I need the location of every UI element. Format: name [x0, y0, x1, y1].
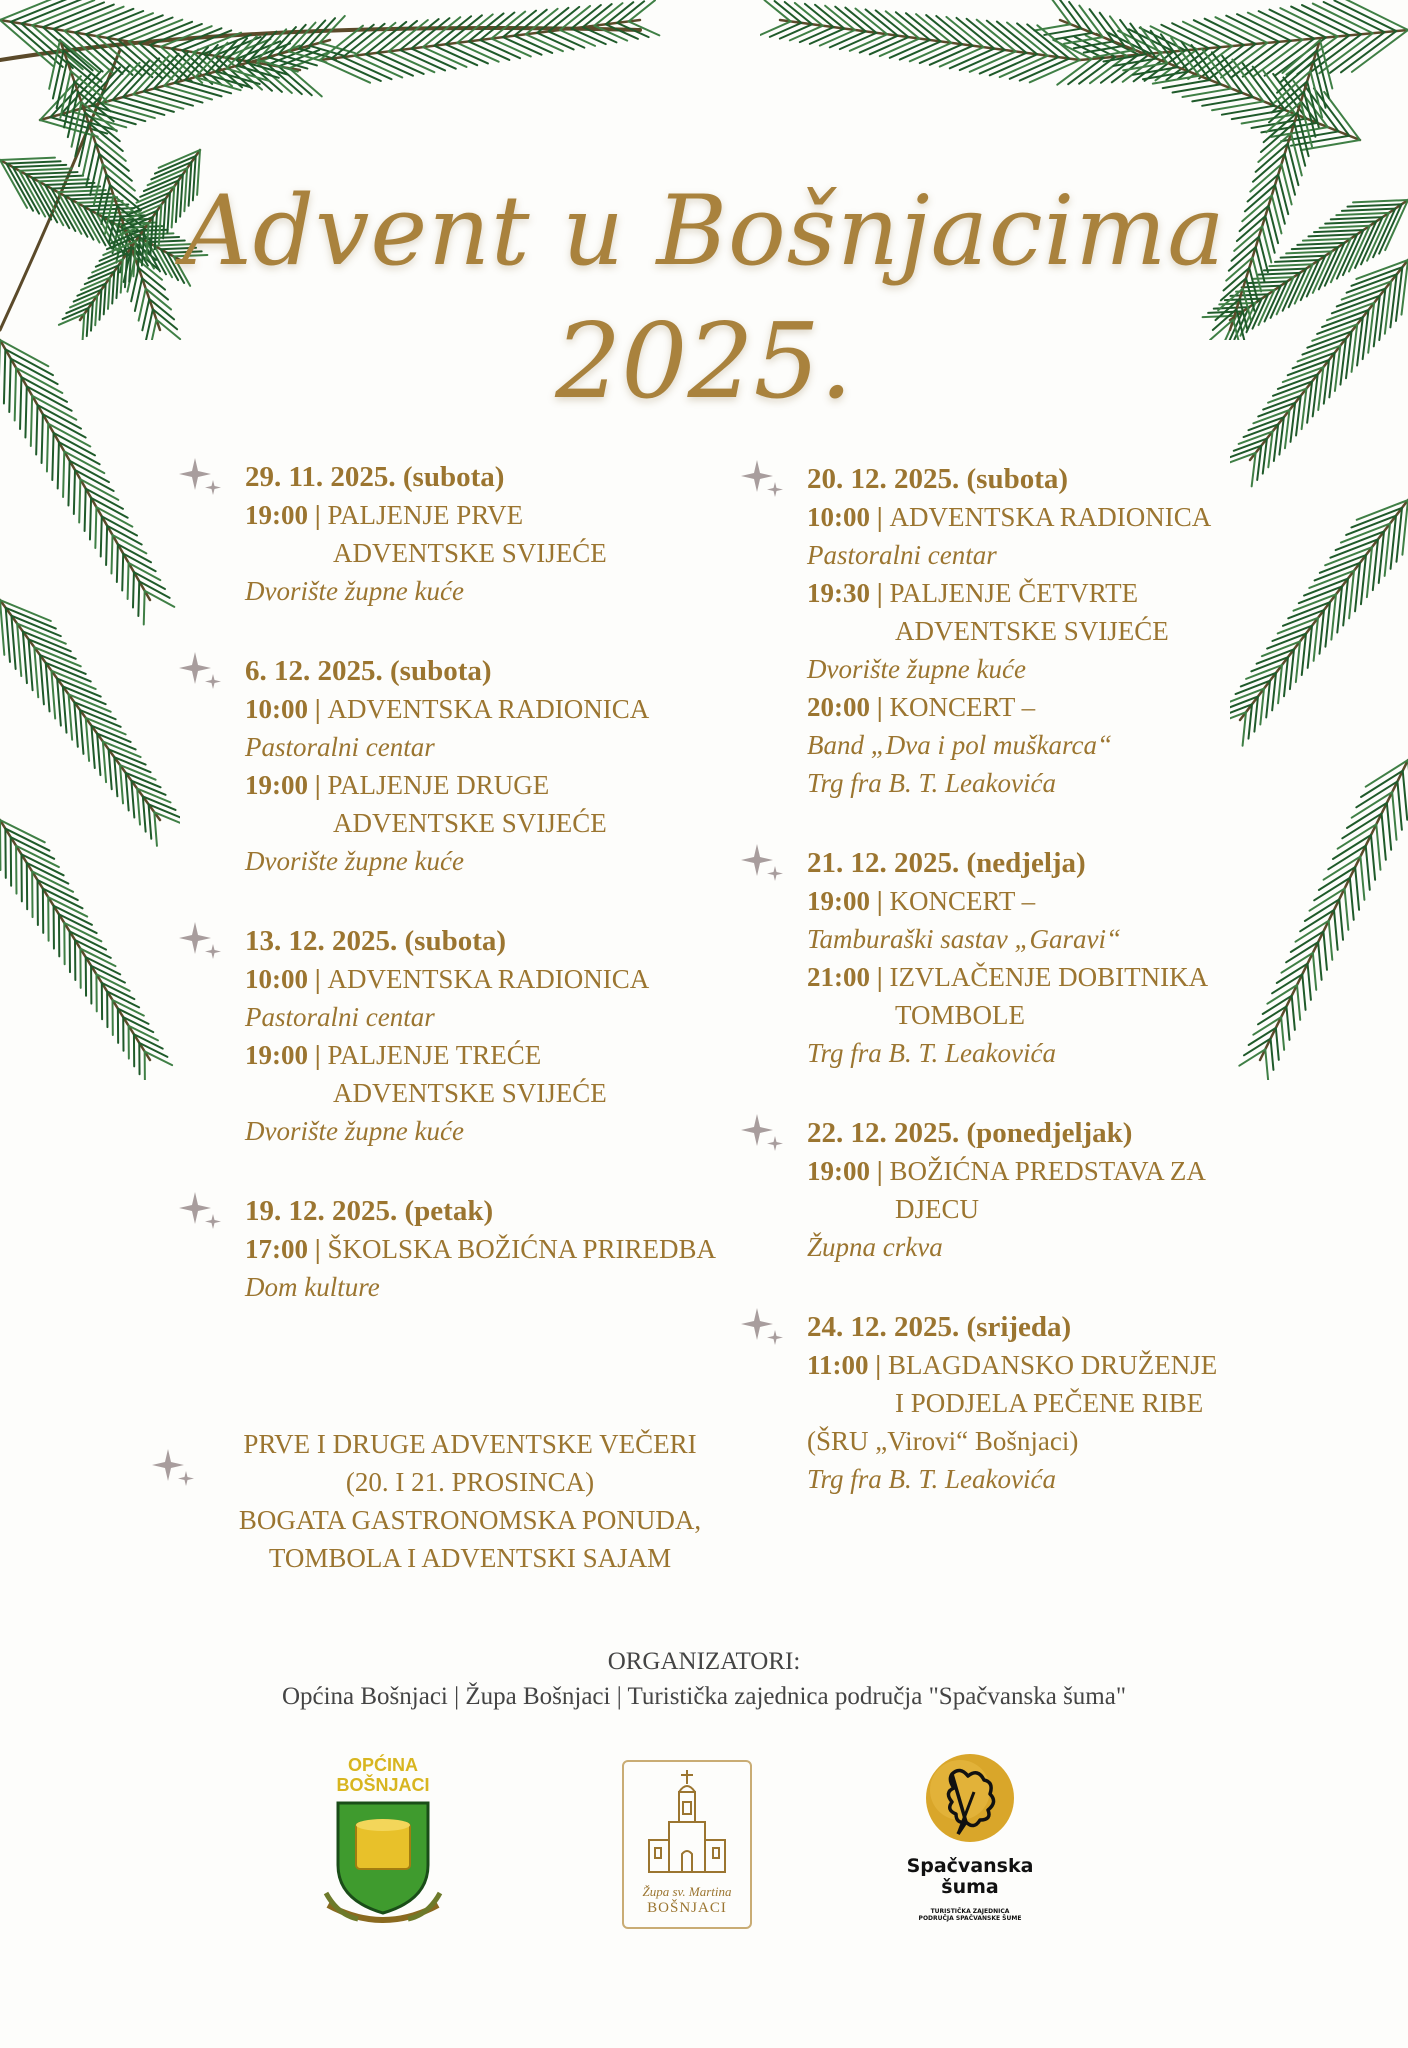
- event-title: ŠKOLSKA BOŽIĆNA PRIREDBA: [327, 1234, 717, 1264]
- event-location: Dvorište župne kuće: [245, 1116, 464, 1146]
- event-title-continued: I PODJELA PEČENE RIBE: [895, 1388, 1204, 1418]
- sparkle-icon: [177, 648, 225, 696]
- event-time: 19:00: [245, 500, 308, 530]
- event-title: PALJENJE PRVE: [327, 500, 524, 530]
- spacvanska-logo-subtext: TURISTIČKA ZAJEDNICA: [930, 1908, 1010, 1915]
- sparkle-icon: [739, 1304, 787, 1352]
- event-title: PALJENJE TREĆE: [327, 1040, 542, 1070]
- event-location: Župna crkva: [807, 1232, 943, 1262]
- time-separator: |: [870, 962, 890, 992]
- event-block: [807, 1308, 1267, 1498]
- note-line: (20. I 21. PROSINCA): [345, 1467, 595, 1497]
- event-location: Dvorište župne kuće: [807, 654, 1026, 684]
- opcina-bosnjaci-logo: [318, 1755, 448, 1935]
- event-location: Dom kulture: [245, 1272, 380, 1302]
- time-separator: |: [870, 1156, 890, 1186]
- event-date: 20. 12. 2025. (subota): [807, 463, 1069, 495]
- event-location: Trg fra B. T. Leakovića: [807, 1038, 1056, 1068]
- page-title: Advent u Bošnjacima: [182, 175, 1226, 287]
- spacvanska-logo-subtext: PODRUČJA SPAČVANSKE ŠUME: [918, 1915, 1022, 1922]
- event-title: PALJENJE ČETVRTE: [889, 578, 1139, 608]
- event-location: Pastoralni centar: [245, 732, 435, 762]
- event-title-continued: ADVENTSKE SVIJEĆE: [333, 808, 607, 838]
- event-title: BLAGDANSKO DRUŽENJE: [887, 1350, 1218, 1380]
- time-separator: |: [308, 500, 328, 530]
- opcina-logo-text: BOŠNJACI: [336, 1775, 430, 1795]
- time-separator: |: [870, 578, 890, 608]
- event-block: [245, 652, 765, 880]
- opcina-logo-text: OPĆINA: [347, 1755, 418, 1775]
- event-time: 21:00: [807, 962, 870, 992]
- coat-of-arms-icon: [318, 1795, 448, 1930]
- zupa-sv-martina-logo: [622, 1760, 752, 1929]
- adventske-veceri-note: [210, 1425, 730, 1577]
- event-time: 19:00: [807, 886, 870, 916]
- event-date: 21. 12. 2025. (nedjelja): [807, 847, 1086, 879]
- event-title: KONCERT –: [889, 692, 1036, 722]
- event-time: 19:00: [245, 770, 308, 800]
- sparkle-icon: [739, 456, 787, 504]
- event-location: Band „Dva i pol muškarca“: [807, 730, 1112, 760]
- event-time: 11:00: [807, 1350, 869, 1380]
- event-block: [245, 1192, 765, 1306]
- spacvanska-suma-logo: [900, 1752, 1040, 1932]
- event-title: ADVENTSKA RADIONICA: [327, 694, 650, 724]
- right-schedule-column: [807, 460, 1267, 1540]
- sparkle-icon: [177, 918, 225, 966]
- time-separator: |: [308, 964, 328, 994]
- event-title-continued: ADVENTSKE SVIJEĆE: [333, 538, 607, 568]
- event-title-continued: ADVENTSKE SVIJEĆE: [895, 616, 1169, 646]
- time-separator: |: [868, 1350, 888, 1380]
- event-item: [245, 1036, 765, 1074]
- event-item: [807, 574, 1267, 612]
- time-separator: |: [308, 770, 328, 800]
- event-location: Tamburaški sastav „Garavi“: [807, 924, 1122, 954]
- event-title: ADVENTSKA RADIONICA: [889, 502, 1212, 532]
- church-icon: [624, 1762, 750, 1880]
- event-date: 13. 12. 2025. (subota): [245, 925, 507, 957]
- event-time: 20:00: [807, 692, 870, 722]
- event-item: [245, 690, 765, 728]
- sparkle-icon: [739, 1110, 787, 1158]
- event-item: [807, 688, 1267, 726]
- zupa-logo-text: BOŠNJACI: [647, 1900, 727, 1916]
- event-location: Trg fra B. T. Leakovića: [807, 768, 1056, 798]
- event-block: [245, 922, 765, 1150]
- pine-branch-top-left-decoration: [0, 0, 720, 340]
- event-location: Pastoralni centar: [245, 1002, 435, 1032]
- event-date: 22. 12. 2025. (ponedjeljak): [807, 1117, 1133, 1149]
- event-item: [245, 766, 765, 804]
- organizers-list: Općina Bošnjaci | Župa Bošnjaci | Turistička zajednica područja "Spačvanska šuma": [281, 1683, 1127, 1710]
- event-title: ADVENTSKA RADIONICA: [327, 964, 650, 994]
- time-separator: |: [308, 1234, 328, 1264]
- event-block: [807, 844, 1267, 1072]
- event-title: BOŽIĆNA PREDSTAVA ZA: [889, 1156, 1206, 1186]
- event-item: [807, 498, 1267, 536]
- event-date: 19. 12. 2025. (petak): [245, 1195, 494, 1227]
- time-separator: |: [870, 692, 890, 722]
- event-item: [807, 882, 1267, 920]
- zupa-logo-text: Župa sv. Martina: [642, 1884, 732, 1899]
- note-line: TOMBOLA I ADVENTSKI SAJAM: [268, 1543, 672, 1573]
- event-item: [245, 1230, 765, 1268]
- event-item: [245, 496, 765, 534]
- left-schedule-column: [245, 458, 765, 1348]
- spacvanska-logo-text: šuma: [941, 1876, 999, 1898]
- note-line: PRVE I DRUGE ADVENTSKE VEČERI: [243, 1429, 697, 1459]
- time-separator: |: [870, 502, 890, 532]
- event-organizer: (ŠRU „Virovi“ Bošnjaci): [807, 1426, 1079, 1456]
- event-title-continued: ADVENTSKE SVIJEĆE: [333, 1078, 607, 1108]
- page-title-year: 2025.: [555, 300, 853, 422]
- event-block: [245, 458, 765, 610]
- sparkle-icon: [739, 840, 787, 888]
- event-date: 24. 12. 2025. (srijeda): [807, 1311, 1072, 1343]
- event-item: [245, 960, 765, 998]
- event-item: [807, 1152, 1267, 1190]
- event-date: 6. 12. 2025. (subota): [245, 655, 492, 687]
- event-time: 19:30: [807, 578, 870, 608]
- event-time: 17:00: [245, 1234, 308, 1264]
- event-time: 10:00: [245, 964, 308, 994]
- event-title: IZVLAČENJE DOBITNIKA: [889, 962, 1209, 992]
- event-block: [807, 460, 1267, 802]
- event-title: PALJENJE DRUGE: [327, 770, 550, 800]
- note-line: BOGATA GASTRONOMSKA PONUDA,: [238, 1505, 702, 1535]
- event-title: KONCERT –: [889, 886, 1036, 916]
- event-location: Trg fra B. T. Leakovića: [807, 1464, 1056, 1494]
- event-title-continued: TOMBOLE: [895, 1000, 1026, 1030]
- event-date: 29. 11. 2025. (subota): [245, 461, 505, 493]
- event-block: [807, 1114, 1267, 1266]
- event-time: 19:00: [245, 1040, 308, 1070]
- sparkle-icon: [177, 1188, 225, 1236]
- event-time: 19:00: [807, 1156, 870, 1186]
- time-separator: |: [308, 694, 328, 724]
- sparkle-icon: [177, 454, 225, 502]
- oak-leaf-icon: [900, 1752, 1040, 1852]
- event-location: Pastoralni centar: [807, 540, 997, 570]
- event-location: Dvorište župne kuće: [245, 846, 464, 876]
- event-location: Dvorište župne kuće: [245, 576, 464, 606]
- organizers-label: ORGANIZATORI:: [607, 1648, 801, 1675]
- event-item: [807, 1346, 1267, 1384]
- event-time: 10:00: [807, 502, 870, 532]
- event-item: [807, 958, 1267, 996]
- event-time: 10:00: [245, 694, 308, 724]
- time-separator: |: [308, 1040, 328, 1070]
- time-separator: |: [870, 886, 890, 916]
- spacvanska-logo-text: Spačvanska: [906, 1855, 1034, 1877]
- event-title-continued: DJECU: [895, 1194, 980, 1224]
- sparkle-icon: [150, 1445, 198, 1493]
